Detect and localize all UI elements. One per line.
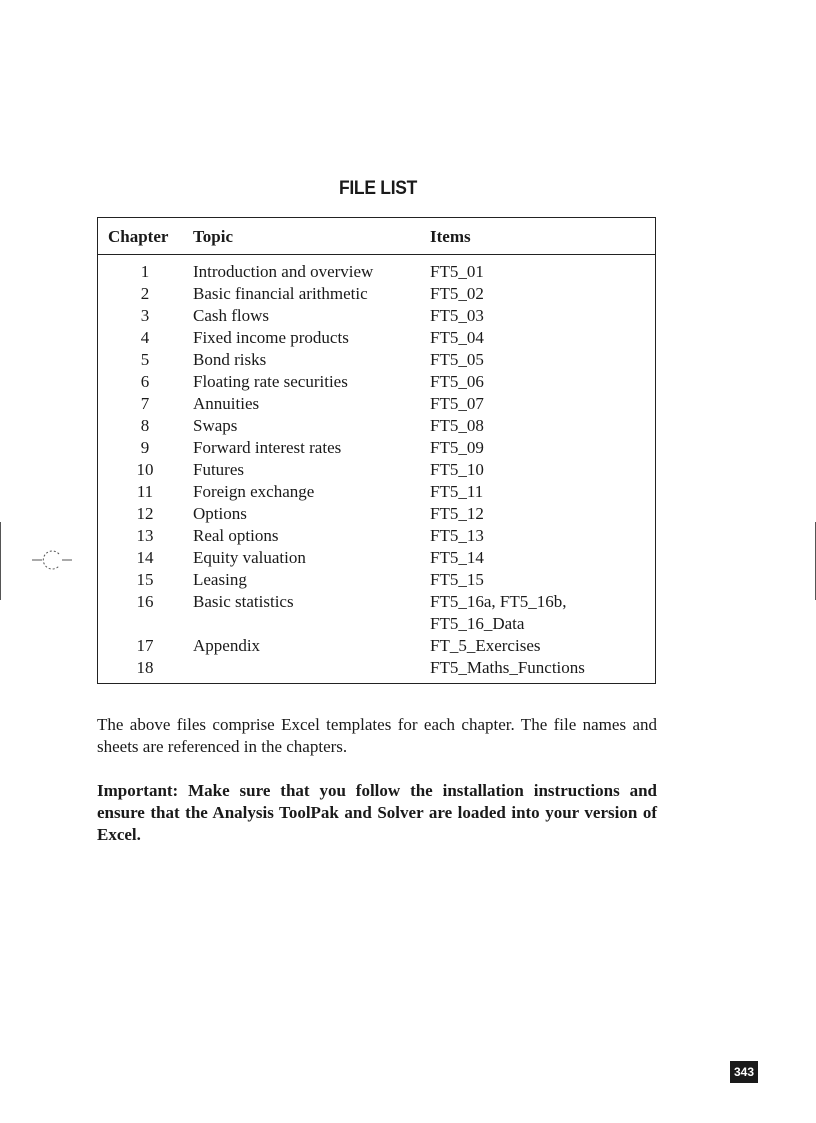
chapter-number: 5 [140,350,150,369]
chapter-number: 15 [136,570,154,589]
table-row [98,657,655,679]
table-row [98,481,655,503]
chapter-topic: Floating rate securities [193,372,348,391]
table-body [98,261,655,679]
table-row [98,261,655,283]
table-row [98,569,655,591]
chapter-topic: Foreign exchange [193,482,315,501]
table-row [98,547,655,569]
chapter-items: FT5_11 [430,482,484,501]
chapter-items: FT5_12 [430,504,484,523]
chapter-number: 3 [140,306,150,325]
chapter-items: FT5_02 [430,284,484,303]
chapter-topic: Appendix [193,636,261,655]
chapter-items: FT5_05 [430,350,484,369]
table-row [98,635,655,657]
chapter-items: FT5_04 [430,328,484,347]
chapter-number: 2 [140,284,150,303]
table-row [98,525,655,547]
table-row [98,349,655,371]
chapter-number: 9 [140,438,150,457]
chapter-topic: Options [193,504,247,523]
chapter-items: FT5_01 [430,262,484,281]
chapter-items: FT5_03 [430,306,484,325]
chapter-items: FT5_06 [430,372,484,391]
chapter-number: 12 [136,504,154,523]
page-title: FILE LIST [338,178,418,199]
chapter-topic: Bond risks [193,350,267,369]
table-header [98,218,655,255]
chapter-items: FT5_13 [430,526,484,545]
chapter-items: FT5_08 [430,416,484,435]
table-row [98,371,655,393]
chapter-topic: Fixed income products [193,328,349,347]
chapter-topic: Basic financial arithmetic [193,284,368,303]
page-number: 343 [730,1061,758,1083]
chapter-number: 16 [136,592,154,611]
chapter-items: FT5_07 [430,394,484,413]
chapter-topic: Leasing [193,570,247,589]
chapter-items: FT_5_Exercises [430,636,541,655]
table-row [98,459,655,481]
left-edge-mark [0,522,1,600]
chapter-topic: Equity valuation [193,548,306,567]
table-row [98,327,655,349]
chapter-topic: Futures [193,460,244,479]
intro-paragraph: The above files comprise Excel templates for each chapter. The file names and sheets are referenced in the chapters. [97,715,657,756]
chapter-number: 18 [136,658,154,677]
chapter-items: FT5_14 [430,548,484,567]
chapter-topic: Introduction and overview [193,262,374,281]
chapter-items: FT5_16a, FT5_16b, FT5_16_Data [430,592,567,633]
chapter-topic: Annuities [193,394,260,413]
table-row [98,393,655,415]
table-row [98,305,655,327]
chapter-number: 13 [136,526,154,545]
file-table [97,217,656,684]
chapter-topic: Basic statistics [193,592,294,611]
chapter-number: 8 [140,416,150,435]
table-row [98,415,655,437]
header-chapter: Chapter [108,227,169,246]
table-row [98,437,655,459]
important-paragraph: Important: Make sure that you follow the installation instructions and ensure that the Analysis ToolPak and Solver are loaded into your version of Excel. [97,781,657,844]
chapter-topic: Forward interest rates [193,438,342,457]
chapter-number: 11 [136,482,154,501]
table-row [98,283,655,305]
chapter-number: 4 [140,328,150,347]
chapter-number: 14 [136,548,154,567]
chapter-number: 1 [140,262,150,281]
chapter-number: 7 [140,394,150,413]
chapter-topic: Swaps [193,416,238,435]
chapter-items: FT5_10 [430,460,484,479]
chapter-number: 10 [136,460,154,479]
chapter-topic: Cash flows [193,306,270,325]
chapter-number: 17 [136,636,154,655]
chapter-items: FT5_09 [430,438,484,457]
table-row [98,503,655,525]
header-items: Items [430,227,471,246]
table-row [98,591,655,635]
chapter-number: 6 [140,372,150,391]
header-topic: Topic [193,227,234,246]
crop-mark-icon [32,548,74,572]
chapter-items: FT5_Maths_Functions [430,658,585,677]
chapter-topic: Real options [193,526,279,545]
chapter-items: FT5_15 [430,570,484,589]
